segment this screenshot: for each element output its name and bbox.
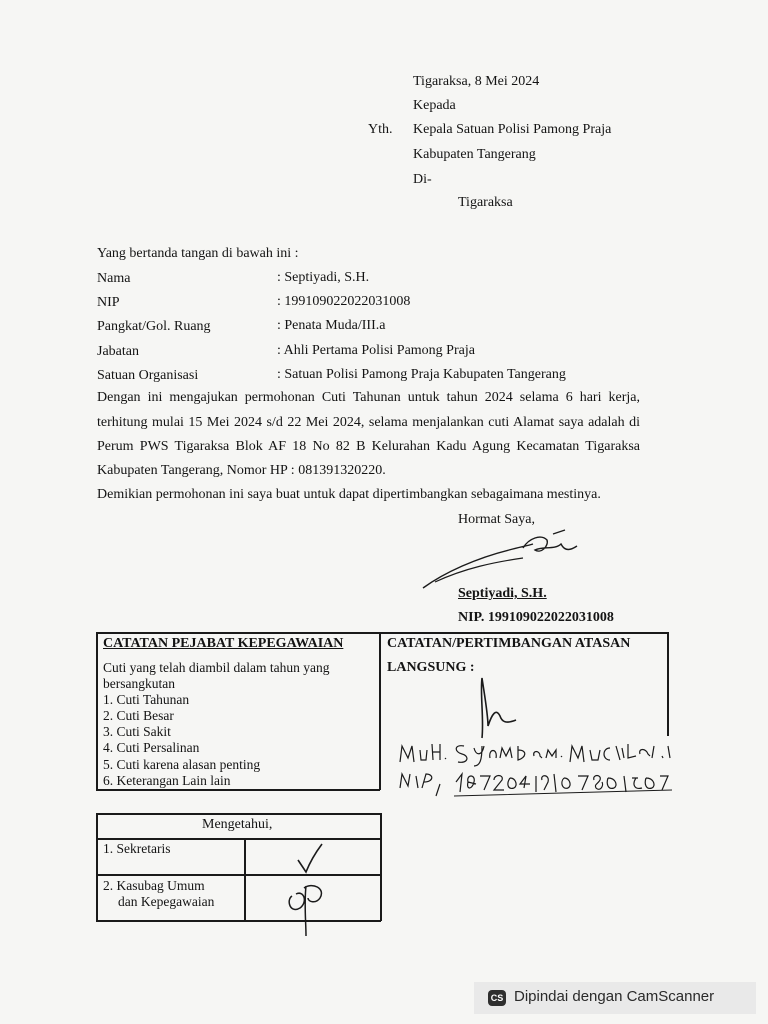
body-line-4: Kabupaten Tangerang, Nomor HP : 081391320220. <box>97 463 386 478</box>
body-line-1: Dengan ini mengajukan permohonan Cuti Tahunan untuk tahun 2024 selama 6 hari kerja, <box>97 390 640 405</box>
field-label-pangkat: Pangkat/Gol. Ruang <box>97 319 211 334</box>
signer-signature <box>415 528 585 594</box>
camscanner-logo-icon: CS <box>488 990 506 1006</box>
checkmark-icon <box>290 842 330 876</box>
left-table-heading: CATATAN PEJABAT KEPEGAWAIAN <box>103 636 344 651</box>
recipient-line-1: Kepala Satuan Polisi Pamong Praja <box>413 122 612 137</box>
field-label-satuan: Satuan Organisasi <box>97 368 199 383</box>
body-line-3: Perum PWS Tigaraksa Blok AF 18 No 82 B Kelurahan Kadu Agung Kecamatan Tigaraksa <box>97 439 640 454</box>
closing-line: Demikian permohonan ini saya buat untuk dapat dipertimbangkan sebagaimana mestinya. <box>97 487 601 502</box>
kasubag-initial <box>282 880 332 940</box>
recipient-line-2: Kabupaten Tangerang <box>413 147 536 162</box>
letter-date: Tigaraksa, 8 Mei 2024 <box>413 74 540 89</box>
field-label-jabatan: Jabatan <box>97 344 139 359</box>
field-label-nip: NIP <box>97 295 120 310</box>
superior-initial <box>470 674 530 742</box>
signer-nip: NIP. 199109022022031008 <box>458 610 614 625</box>
field-value-nip: : 199109022022031008 <box>277 294 411 309</box>
field-label-nama: Nama <box>97 271 131 286</box>
camscanner-watermark <box>474 982 756 1014</box>
camscanner-label: Dipindai dengan CamScanner <box>514 988 715 1005</box>
left-table-desc-2: bersangkutan <box>103 676 175 691</box>
leave-item-6: 6. Keterangan Lain lain <box>103 773 231 788</box>
field-value-satuan: : Satuan Polisi Pamong Praja Kabupaten Tangerang <box>277 367 566 382</box>
yth-label: Yth. <box>368 122 393 137</box>
left-table-desc-1: Cuti yang telah diambil dalam tahun yang <box>103 660 330 675</box>
leave-item-3: 3. Cuti Sakit <box>103 724 171 739</box>
right-table-heading-2: LANGSUNG : <box>387 660 475 675</box>
di-label: Di- <box>413 172 432 187</box>
leave-item-4: 4. Cuti Persalinan <box>103 740 200 755</box>
superior-handwritten-note <box>396 736 676 808</box>
body-line-2: terhitung mulai 15 Mei 2024 s/d 22 Mei 2024, selama menjalankan cuti Alamat saya adalah di <box>97 415 640 430</box>
leave-item-5: 5. Cuti karena alasan penting <box>103 757 261 772</box>
kepada-label: Kepada <box>413 98 456 113</box>
approval-heading: Mengetahui, <box>202 817 273 832</box>
signer-name: Septiyadi, S.H. <box>458 586 547 601</box>
leave-item-2: 2. Cuti Besar <box>103 708 174 723</box>
field-value-pangkat: : Penata Muda/III.a <box>277 318 386 333</box>
field-value-nama: : Septiyadi, S.H. <box>277 270 370 285</box>
recipient-city: Tigaraksa <box>458 195 513 210</box>
field-value-jabatan: : Ahli Pertama Polisi Pamong Praja <box>277 343 475 358</box>
intro-text: Yang bertanda tangan di bawah ini : <box>97 246 299 261</box>
leave-item-1: 1. Cuti Tahunan <box>103 692 190 707</box>
right-table-heading-1: CATATAN/PERTIMBANGAN ATASAN <box>387 636 631 651</box>
approval-row-sekretaris: 1. Sekretaris <box>103 841 171 856</box>
approval-row-kasubag-1: 2. Kasubag Umum <box>103 878 205 893</box>
signature-greeting: Hormat Saya, <box>458 512 535 527</box>
approval-row-kasubag-2: dan Kepegawaian <box>118 894 215 909</box>
